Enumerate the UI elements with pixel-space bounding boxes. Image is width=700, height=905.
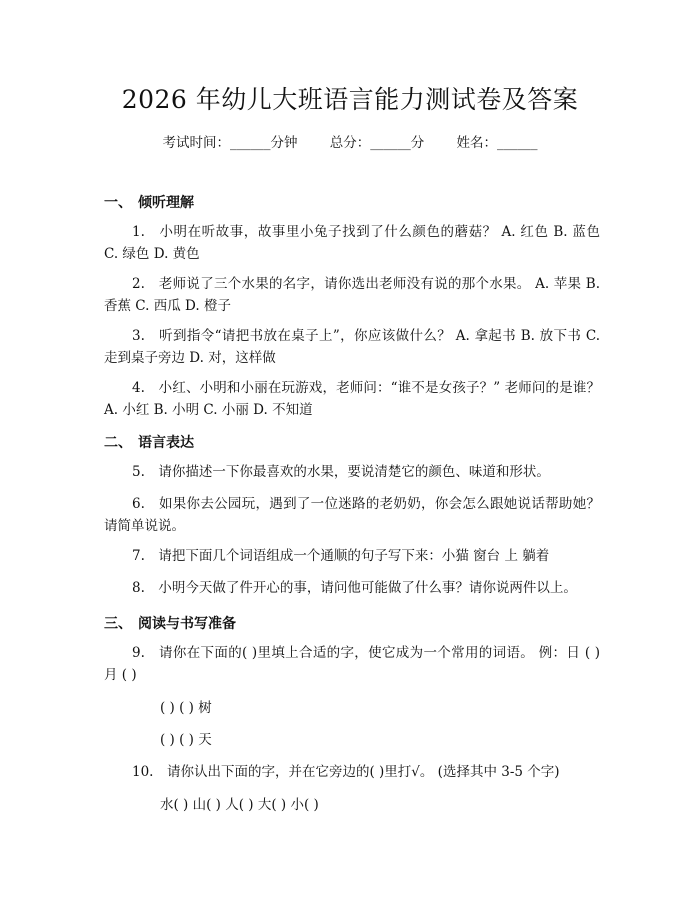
section-number: 一、	[104, 195, 132, 211]
exam-time-field: 考试时间：______分钟	[162, 135, 298, 151]
question-9-blank-line-2: ( ) ( ) 天	[160, 732, 212, 748]
question-9-blank-line-1: ( ) ( ) 树	[160, 700, 212, 716]
page-title: 2026 年幼儿大班语言能力测试卷及答案	[121, 85, 579, 114]
question-9: 9. 请你在下面的( )里填上合适的字，使它成为一个常用的词语。 例：日 ( ) 月 ( )	[104, 645, 600, 683]
question-8: 8. 小明今天做了件开心的事，请问他可能做了什么事？请你说两件以上。	[132, 580, 577, 596]
question-2: 2. 老师说了三个水果的名字，请你选出老师没有说的那个水果。 A. 苹果 B. 香蕉 C. 西瓜 D. 橙子	[104, 276, 600, 314]
question-4: 4. 小红、小明和小丽在玩游戏，老师问：“谁不是女孩子？” 老师问的是谁？ A. 小红 B. 小明 C. 小丽 D. 不知道	[104, 380, 600, 418]
section-label: 阅读与书写准备	[138, 616, 236, 632]
exam-meta	[0, 131, 700, 151]
question-1: 1. 小明在听故事，故事里小兔子找到了什么颜色的蘑菇？ A. 红色 B. 蓝色 C. 绿色 D. 黄色	[104, 224, 600, 262]
question-10-characters: 水( ) 山( ) 人( ) 大( ) 小( )	[160, 797, 319, 813]
section-label: 语言表达	[138, 435, 194, 451]
section-number: 三、	[104, 616, 132, 632]
section-heading-listening	[104, 192, 194, 212]
total-score-field: 总分：______分	[329, 135, 425, 151]
section-heading-reading-writing	[104, 613, 236, 633]
question-10: 10. 请你认出下面的字，并在它旁边的( )里打√。 (选择其中 3-5 个字)	[132, 764, 560, 780]
section-heading-expression	[104, 432, 194, 452]
student-name-field: 姓名：______	[456, 135, 538, 151]
question-3: 3. 听到指令“请把书放在桌子上”，你应该做什么？ A. 拿起书 B. 放下书 C. 走到桌子旁边 D. 对，这样做	[104, 328, 600, 366]
section-number: 二、	[104, 435, 132, 451]
section-label: 倾听理解	[138, 195, 194, 211]
question-6: 6. 如果你去公园玩，遇到了一位迷路的老奶奶，你会怎么跟她说话帮助她？请简单说说。	[104, 496, 600, 534]
question-5: 5. 请你描述一下你最喜欢的水果，要说清楚它的颜色、味道和形状。	[132, 464, 550, 480]
question-7: 7. 请把下面几个词语组成一个通顺的句子写下来：小猫 窗台 上 躺着	[132, 548, 550, 564]
